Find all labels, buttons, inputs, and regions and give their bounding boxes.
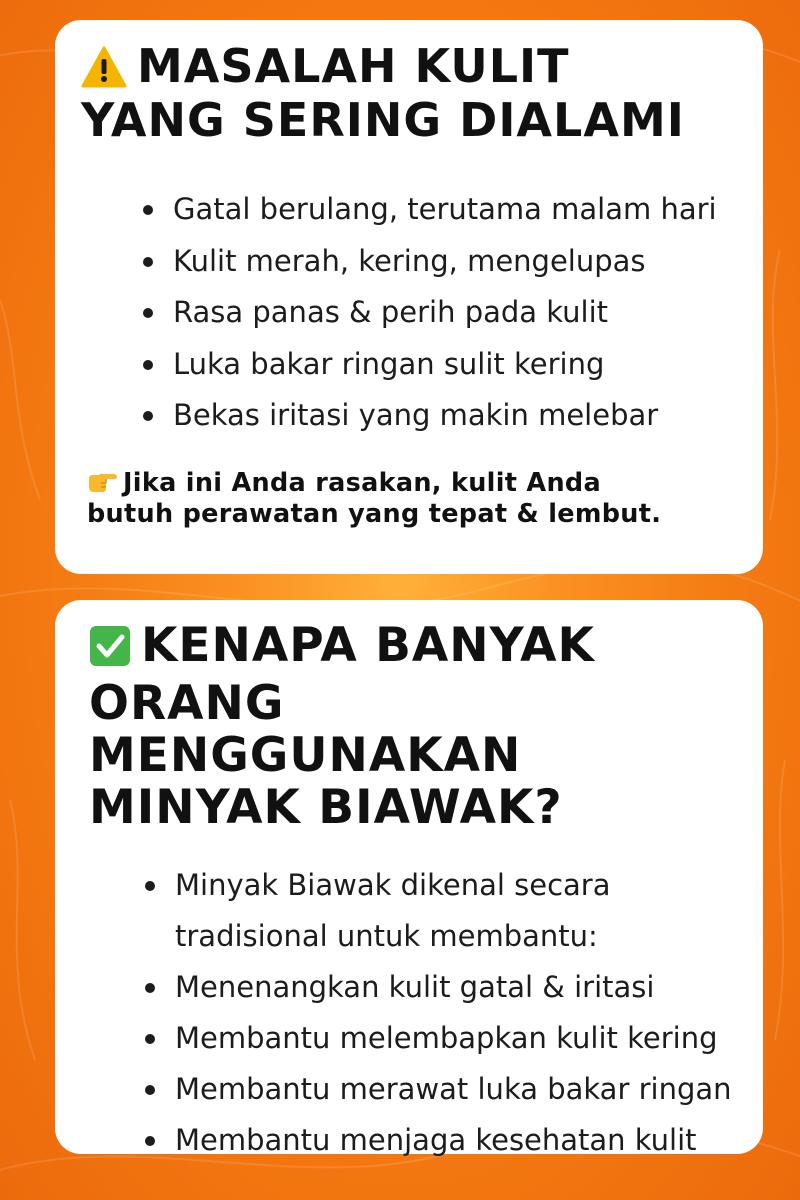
- list-item-text: Gatal berulang, terutama malam hari: [173, 192, 717, 226]
- bullet-icon: [143, 360, 153, 370]
- check-mark-icon: [89, 625, 131, 678]
- skin-problems-title-line2: YANG SERING DIALAMI: [81, 93, 685, 147]
- list-item-text: Membantu menjaga kesehatan kulit: [175, 1123, 697, 1157]
- why-title-line1: KENAPA BANYAK: [141, 618, 595, 673]
- list-item: [141, 1115, 739, 1166]
- list-item-text: Rasa panas & perih pada kulit: [173, 295, 609, 329]
- benefits-list: [89, 860, 739, 1166]
- why-minyak-biawak-title: [89, 620, 739, 834]
- list-item: [139, 287, 739, 339]
- list-item: [139, 339, 739, 391]
- list-item-text: Bekas iritasi yang makin melebar: [173, 398, 659, 432]
- bullet-icon: [143, 205, 153, 215]
- bullet-icon: [145, 1085, 155, 1095]
- bullet-icon: [143, 257, 153, 267]
- list-item-text: Kulit merah, kering, mengelupas: [173, 243, 646, 278]
- list-item-text: Menenangkan kulit gatal & iritasi: [175, 970, 655, 1004]
- list-item-text: Membantu merawat luka bakar ringan: [175, 1072, 732, 1106]
- list-item: [139, 184, 739, 236]
- list-item-continuation: [141, 911, 739, 962]
- list-item: [141, 1064, 739, 1115]
- why-title-line2: ORANG: [89, 676, 285, 731]
- bullet-icon: [145, 983, 155, 993]
- bullet-icon: [145, 1034, 155, 1044]
- list-item-text: Luka bakar ringan sulit kering: [173, 346, 605, 381]
- note-line2: butuh perawatan yang tepat & lembut.: [87, 498, 662, 529]
- list-item: [139, 390, 739, 442]
- list-item: [141, 962, 739, 1013]
- list-item: [141, 1013, 739, 1064]
- pointing-hand-icon: [87, 470, 117, 492]
- list-item: [141, 860, 739, 911]
- list-item-text: Membantu melembapkan kulit kering: [175, 1021, 718, 1055]
- why-title-line3: MENGGUNAKAN: [89, 728, 522, 783]
- list-item-text: Minyak Biawak dikenal secara: [175, 868, 611, 902]
- why-minyak-biawak-card: [55, 600, 763, 1157]
- note-line1: Jika ini Anda rasakan, kulit Anda: [123, 467, 601, 498]
- skin-problems-list: [81, 184, 739, 442]
- bullet-icon: [145, 1136, 155, 1146]
- skin-problems-title: [81, 39, 739, 147]
- bullet-icon: [143, 411, 153, 421]
- skin-problems-title-line1: MASALAH KULIT: [137, 39, 570, 93]
- bullet-icon: [145, 881, 155, 891]
- list-item-text: tradisional untuk membantu:: [175, 919, 598, 953]
- why-title-line4: MINYAK BIAWAK?: [89, 780, 563, 835]
- bullet-icon: [143, 308, 153, 318]
- skin-problems-card: [55, 20, 763, 574]
- list-item: [139, 236, 739, 288]
- skin-problems-note: [81, 468, 739, 530]
- warning-icon: [81, 46, 127, 96]
